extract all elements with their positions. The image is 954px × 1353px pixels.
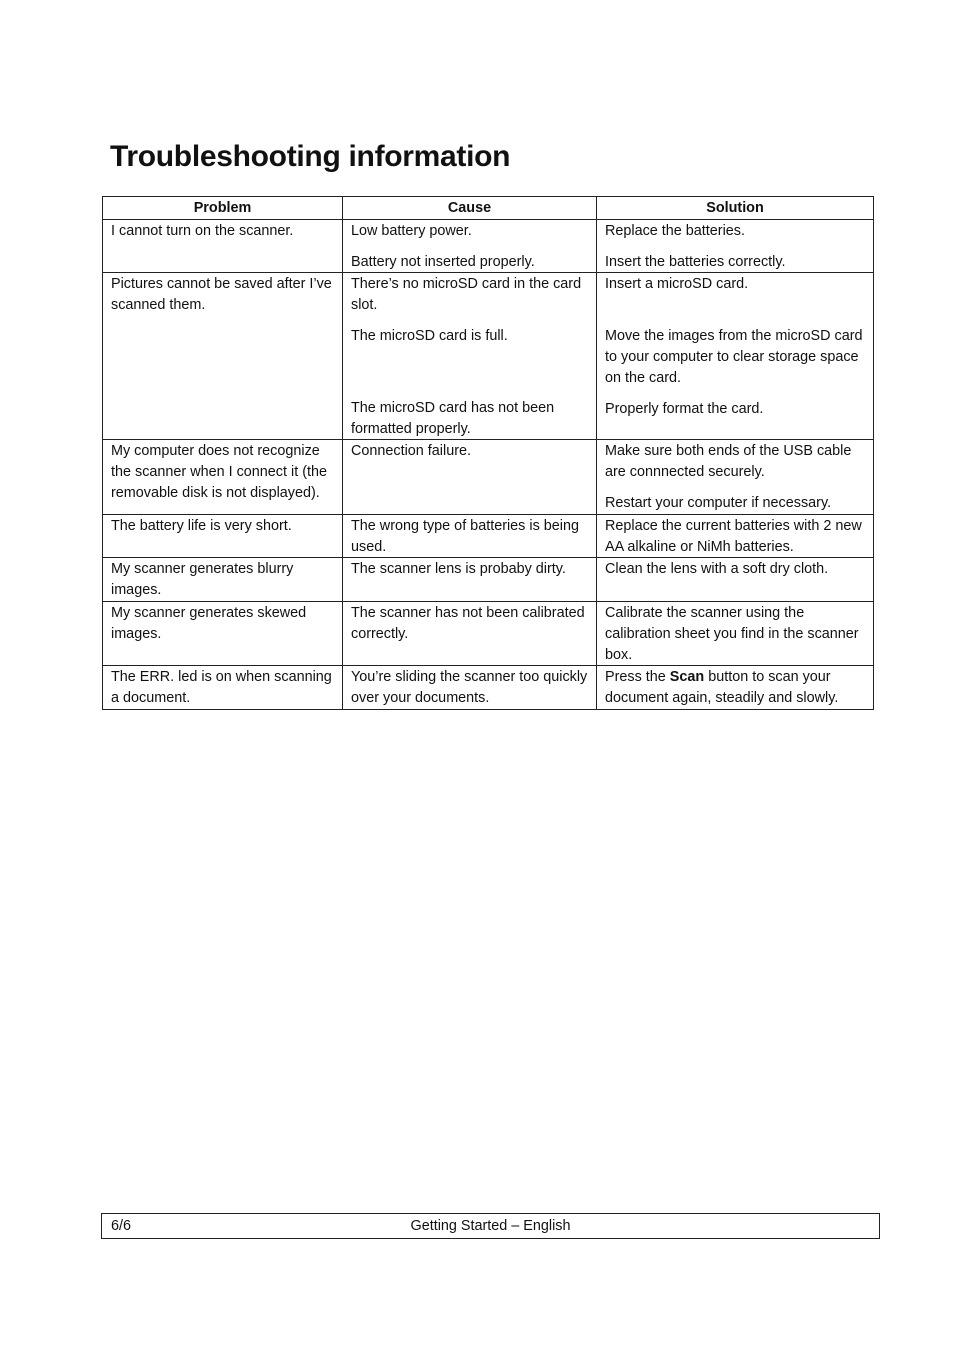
table-row [103, 666, 874, 710]
cause-cell [343, 273, 597, 440]
cause-text: Low battery power. [351, 222, 472, 239]
solution-text: Properly format the card. [605, 400, 764, 417]
problem-text: The ERR. led is on when scanning a document. [111, 669, 332, 707]
table-row [103, 558, 874, 602]
header-problem: Problem [103, 197, 343, 220]
cause-cell [343, 558, 597, 602]
table-row [103, 440, 874, 514]
problem-cell [103, 601, 343, 665]
problem-text: Pictures cannot be saved after I’ve scanned them. [111, 276, 332, 314]
solution-cell [597, 514, 874, 558]
solution-text: Insert a microSD card. [605, 276, 749, 293]
solution-text: Replace the current batteries with 2 new AA alkaline or NiMh batteries. [605, 517, 862, 555]
solution-cell [597, 601, 874, 665]
cause-cell [343, 514, 597, 558]
solution-text-after: button to scan your document again, steadily and slowly. [605, 669, 839, 707]
table-row [103, 273, 874, 440]
cause-cell [343, 440, 597, 514]
cause-text: Connection failure. [351, 443, 471, 460]
problem-cell [103, 666, 343, 710]
problem-text: The battery life is very short. [111, 517, 292, 534]
cause-text: There’s no microSD card in the card slot. [351, 276, 582, 314]
cause-text: Battery not inserted properly. [351, 253, 535, 270]
cause-text: The microSD card has not been formatted properly. [351, 399, 555, 437]
cause-text: The wrong type of batteries is being used. [351, 517, 579, 555]
solution-text: Replace the batteries. [605, 222, 745, 239]
solution-cell [597, 440, 874, 514]
cause-cell [343, 666, 597, 710]
solution-text: Insert the batteries correctly. [605, 253, 786, 270]
solution-text [605, 667, 867, 709]
cause-text: You’re sliding the scanner too quickly over your documents. [351, 669, 588, 707]
table-row [103, 514, 874, 558]
problem-cell [103, 273, 343, 440]
troubleshooting-table [102, 196, 874, 710]
page-footer [101, 1213, 880, 1239]
problem-cell [103, 440, 343, 514]
solution-cell [597, 666, 874, 710]
cause-text: The scanner lens is probaby dirty. [351, 561, 566, 578]
header-solution: Solution [597, 197, 874, 220]
header-cause: Cause [343, 197, 597, 220]
solution-text: Calibrate the scanner using the calibration sheet you find in the scanner box. [605, 604, 859, 663]
footer-text: Getting Started – English [410, 1218, 571, 1234]
cause-cell [343, 219, 597, 273]
solution-text: Make sure both ends of the USB cable are connnected securely. [605, 443, 852, 481]
problem-text: My scanner generates skewed images. [111, 604, 307, 642]
problem-text: I cannot turn on the scanner. [111, 222, 294, 239]
solution-cell [597, 558, 874, 602]
solution-cell [597, 273, 874, 440]
cause-text: The microSD card is full. [351, 327, 508, 344]
scan-button-label: Scan [669, 669, 705, 686]
cause-cell [343, 601, 597, 665]
solution-text: Move the images from the microSD card to your computer to clear storage space on the card. [605, 328, 863, 386]
table-row [103, 219, 874, 273]
solution-text: Restart your computer if necessary. [605, 494, 832, 511]
solution-text-before: Press the [605, 669, 670, 686]
page-title: Troubleshooting information [110, 140, 511, 173]
table-header-row [103, 197, 874, 220]
cause-text: The scanner has not been calibrated correctly. [351, 604, 585, 642]
problem-text: My scanner generates blurry images. [111, 561, 294, 599]
page-number: 6/6 [111, 1218, 132, 1234]
problem-cell [103, 219, 343, 273]
problem-cell [103, 558, 343, 602]
solution-cell [597, 219, 874, 273]
problem-cell [103, 514, 343, 558]
table-row [103, 601, 874, 665]
problem-text: My computer does not recognize the scanner when I connect it (the removable disk is not displayed). [111, 443, 327, 501]
solution-text: Clean the lens with a soft dry cloth. [605, 561, 829, 578]
